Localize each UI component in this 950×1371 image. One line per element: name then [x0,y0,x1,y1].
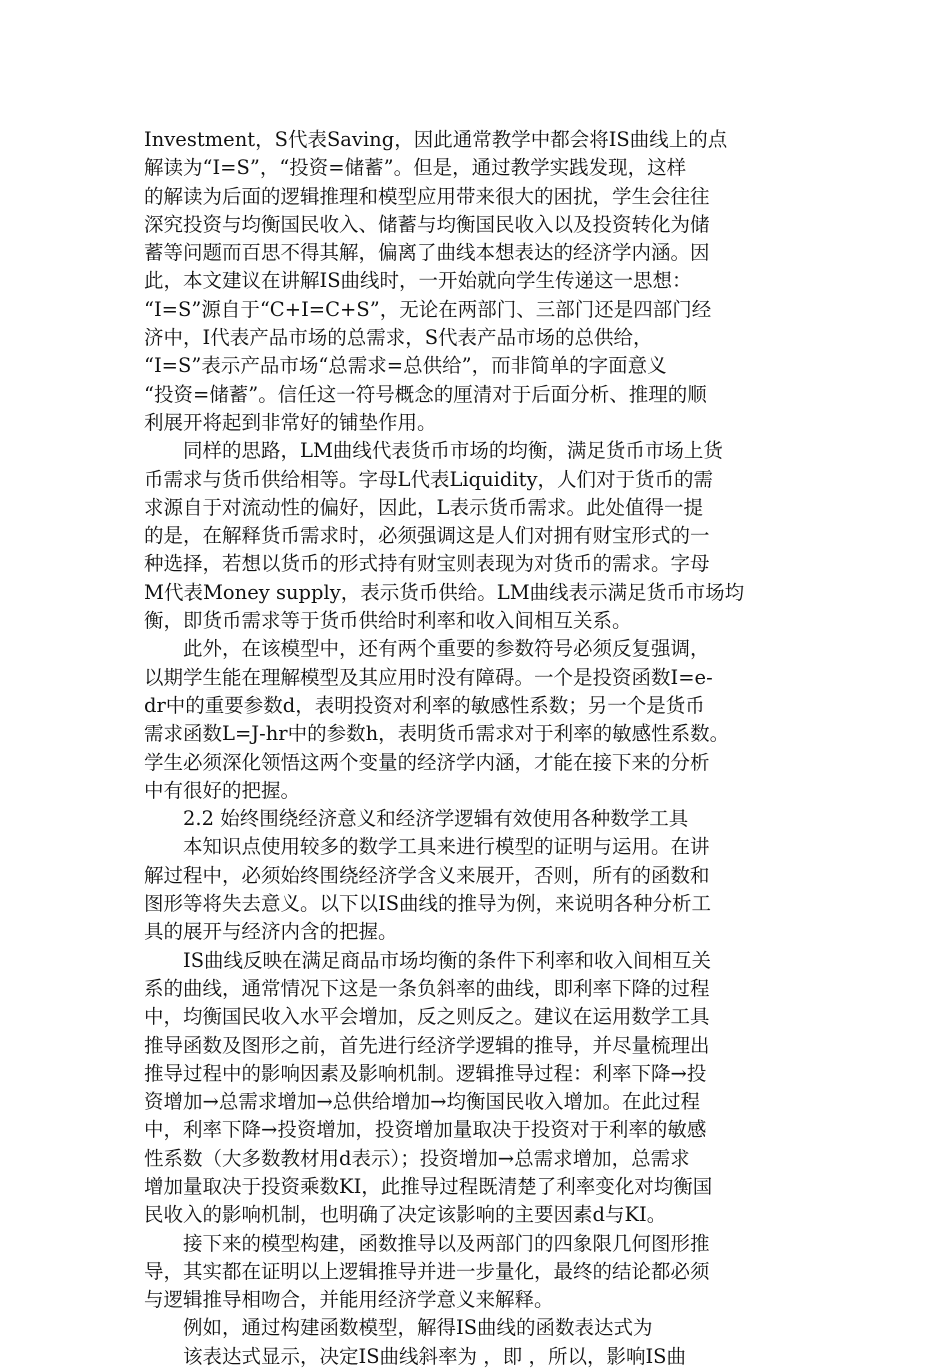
text-line: 性系数（大多数教材用d表示）；投资增加→总需求增加，总需求 [144,1146,690,1170]
section-heading: 2.2 始终围绕经济意义和经济学逻辑有效使用各种数学工具 [183,807,689,831]
text-line: 增加量取决于投资乘数KI，此推导过程既清楚了利率变化对均衡国 [144,1174,713,1198]
text-line: 学生必须深化领悟这两个变量的经济学内涵，才能在接下来的分析 [144,750,710,774]
text-line: 民收入的影响机制，也明确了决定该影响的主要因素d与KI。 [144,1203,667,1227]
text-line: dr中的重要参数d，表明投资对利率的敏感性系数；另一个是货币 [144,693,705,717]
text-line: 系的曲线，通常情况下这是一条负斜率的曲线，即利率下降的过程 [144,976,710,1000]
text-line: 与逻辑推导相吻合，并能用经济学意义来解释。 [144,1288,554,1312]
text-line: 衡，即货币需求等于货币供给时利率和收入间相互关系。 [144,609,632,633]
text-line: 的是，在解释货币需求时，必须强调这是人们对拥有财宝形式的一 [144,524,710,548]
text-line: 深究投资与均衡国民收入、储蓄与均衡国民收入以及投资转化为储 [144,212,710,236]
text-line: Investment，S代表Saving，因此通常教学中都会将IS曲线上的点 [144,128,728,151]
text-line: 需求函数L=J-hr中的参数h，表明货币需求对于利率的敏感性系数。 [144,722,730,746]
text-line: “I=S”表示产品市场“总需求=总供给”，而非简单的字面意义 [144,354,667,378]
text-line: 资增加→总需求增加→总供给增加→均衡国民收入增加。在此过程 [144,1090,701,1114]
text-line: 利展开将起到非常好的铺垫作用。 [144,410,437,434]
paragraph-start-line: 该表达式显示，决定IS曲线斜率为 ，即 ，所以，影响IS曲 [183,1344,687,1368]
text-line: 此，本文建议在讲解IS曲线时，一开始就向学生传递这一思想： [144,269,692,293]
paragraph-start-line: 例如，通过构建函数模型，解得IS曲线的函数表达式为 [183,1316,653,1340]
paragraph-start-line: 本知识点使用较多的数学工具来进行模型的证明与运用。在讲 [183,835,710,859]
text-line: 种选择，若想以货币的形式持有财宝则表现为对货币的需求。字母 [144,552,710,576]
text-line: 解过程中，必须始终围绕经济学含义来展开，否则，所有的函数和 [144,863,710,887]
body-text [144,126,812,1371]
text-line: 中，均衡国民收入水平会增加，反之则反之。建议在运用数学工具 [144,1005,710,1029]
text-line: 币需求与货币供给相等。字母L代表Liquidity，人们对于货币的需 [144,467,713,491]
text-line: 导，其实都在证明以上逻辑推导并进一步量化，最终的结论都必须 [144,1259,710,1283]
text-line: 图形等将失去意义。以下以IS曲线的推导为例，来说明各种分析工 [144,892,712,916]
text-line: 蓄等问题而百思不得其解，偏离了曲线本想表达的经济学内涵。因 [144,241,710,265]
text-line: “投资=储蓄”。信任这一符号概念的厘清对于后面分析、推理的顺 [144,382,707,406]
text-line: 中有很好的把握。 [144,778,301,802]
paragraph-start-line: 同样的思路，LM曲线代表货币市场的均衡，满足货币市场上货 [183,439,723,463]
text-line: 济中，I代表产品市场的总需求，S代表产品市场的总供给， [144,326,653,350]
text-line: “I=S”源自于“C+I=C+S”，无论在两部门、三部门还是四部门经 [144,297,712,321]
text-line: 具的展开与经济内含的把握。 [144,920,398,944]
text-line: 中，利率下降→投资增加，投资增加量取决于投资对于利率的敏感 [144,1118,707,1142]
text-line: 推导过程中的影响因素及影响机制。逻辑推导过程：利率下降→投 [144,1061,707,1085]
text-line: 求源自于对流动性的偏好，因此，L表示货币需求。此处值得一提 [144,495,703,519]
paragraph-start-line: 接下来的模型构建，函数推导以及两部门的四象限几何图形推 [183,1231,710,1255]
text-line: 以期学生能在理解模型及其应用时没有障碍。一个是投资函数I=e- [144,665,713,689]
text-line: 解读为“I=S”，“投资=储蓄”。但是，通过教学实践发现，这样 [144,156,687,180]
paragraph-start-line: 此外，在该模型中，还有两个重要的参数符号必须反复强调， [183,637,710,661]
paragraph-start-line: IS曲线反映在满足商品市场均衡的条件下利率和收入间相互关 [183,948,712,972]
text-line: M代表Money supply，表示货币供给。LM曲线表示满足货币市场均 [144,580,745,604]
text-line: 推导函数及图形之前，首先进行经济学逻辑的推导，并尽量梳理出 [144,1033,710,1057]
text-line: 的解读为后面的逻辑推理和模型应用带来很大的困扰，学生会往往 [144,184,710,208]
